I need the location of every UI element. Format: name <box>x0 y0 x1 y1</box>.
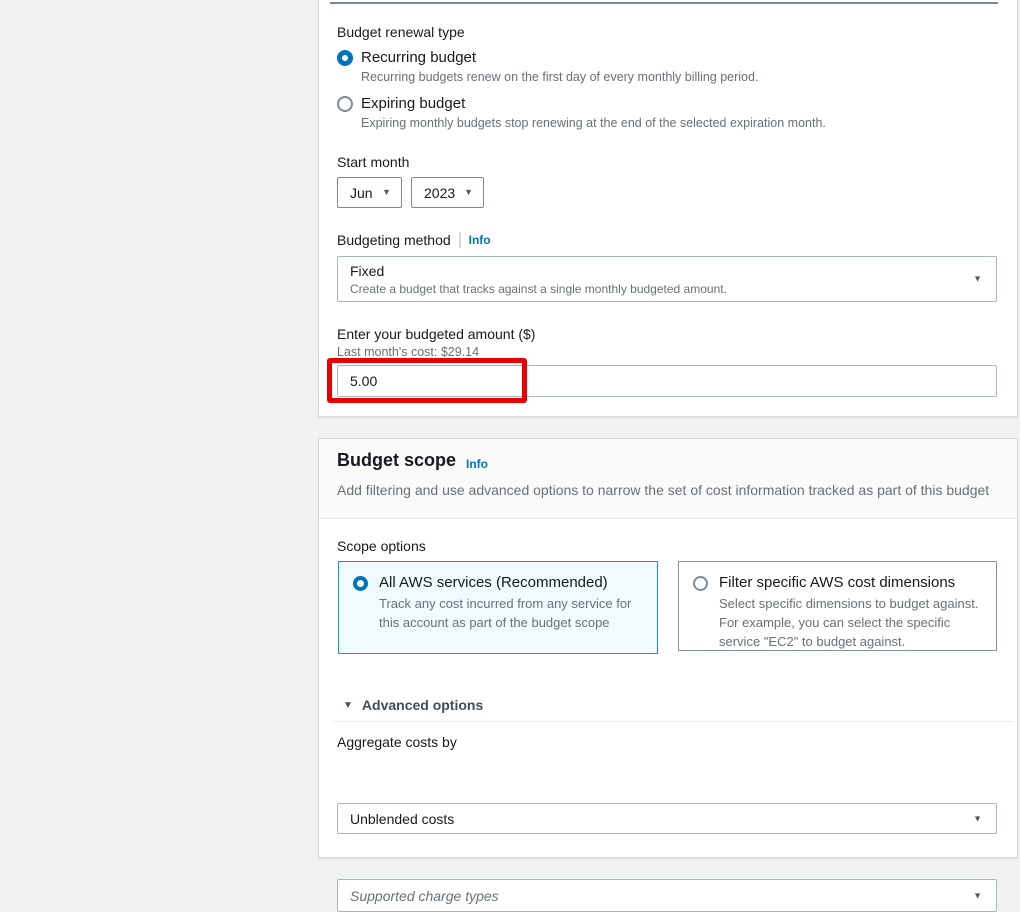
cutoff-element-edge <box>330 2 998 4</box>
chevron-down-icon: ▼ <box>464 187 473 197</box>
filter-cost-dimensions-description: Select specific dimensions to budget against. For example, you can select the specific service "EC2" to budget against. <box>719 596 979 649</box>
all-aws-services-title: All AWS services (Recommended) <box>379 574 608 591</box>
chevron-down-icon: ▼ <box>973 273 982 284</box>
advanced-options-label: Advanced options <box>361 697 484 713</box>
budget-renewal-type-label: Budget renewal type <box>337 24 465 40</box>
budgeted-amount-label: Enter your budgeted amount ($) <box>337 326 536 342</box>
scope-options-label: Scope options <box>337 538 426 554</box>
filter-cost-dimensions-title: Filter specific AWS cost dimensions <box>719 574 956 591</box>
start-month-label: Start month <box>337 154 410 170</box>
tile-filter-cost-dimensions[interactable] <box>678 561 997 651</box>
budget-scope-title: Budget scope <box>337 450 457 470</box>
filter-cost-dimensions-radio[interactable] <box>693 576 708 591</box>
supported-charge-types-select[interactable] <box>337 879 997 912</box>
caret-down-icon: ▼ <box>343 699 353 711</box>
all-aws-services-radio[interactable] <box>353 576 368 591</box>
aggregate-costs-value: Unblended costs <box>350 810 455 827</box>
advanced-options-expander[interactable] <box>343 697 483 713</box>
budgeting-method-select[interactable] <box>337 256 997 302</box>
budgeting-method-info-link[interactable]: Info <box>468 233 491 247</box>
aggregate-costs-select[interactable] <box>337 803 997 834</box>
expiring-budget-description: Expiring monthly budgets stop renewing at the end of the selected expiration month. <box>361 116 826 130</box>
budgeted-amount-input[interactable] <box>337 365 997 397</box>
chevron-down-icon: ▼ <box>973 813 982 823</box>
budgeting-method-selected-description: Create a budget that tracks against a single monthly budgeted amount. <box>350 282 727 296</box>
start-month-value: Jun <box>350 184 373 201</box>
label-info-divider <box>459 232 461 248</box>
budgeting-method-label: Budgeting method <box>337 232 451 248</box>
recurring-budget-description: Recurring budgets renew on the first day of every monthly billing period. <box>361 70 759 84</box>
all-aws-services-description: Track any cost incurred from any service for this account as part of the budget scope <box>379 596 632 630</box>
supported-charge-types-placeholder: Supported charge types <box>350 887 499 904</box>
chevron-down-icon: ▼ <box>382 187 391 197</box>
expiring-budget-radio[interactable] <box>337 96 353 112</box>
expiring-budget-label[interactable]: Expiring budget <box>361 95 466 112</box>
tile-all-aws-services[interactable] <box>338 561 658 654</box>
advanced-options-divider <box>333 721 1013 722</box>
start-month-dropdown[interactable] <box>337 177 402 208</box>
budget-scope-description: Add filtering and use advanced options to narrow the set of cost information tracked as part of this budget <box>337 482 990 498</box>
start-year-value: 2023 <box>424 184 456 201</box>
recurring-budget-radio[interactable] <box>337 50 353 66</box>
last-month-cost-hint: Last month's cost: $29.14 <box>337 345 480 359</box>
chevron-down-icon: ▼ <box>973 890 982 900</box>
start-year-dropdown[interactable] <box>411 177 484 208</box>
budget-scope-info-link[interactable]: Info <box>466 456 489 471</box>
aggregate-costs-label: Aggregate costs by <box>337 734 457 750</box>
budgeting-method-selected-value: Fixed <box>350 263 385 279</box>
recurring-budget-label[interactable]: Recurring budget <box>361 49 477 66</box>
